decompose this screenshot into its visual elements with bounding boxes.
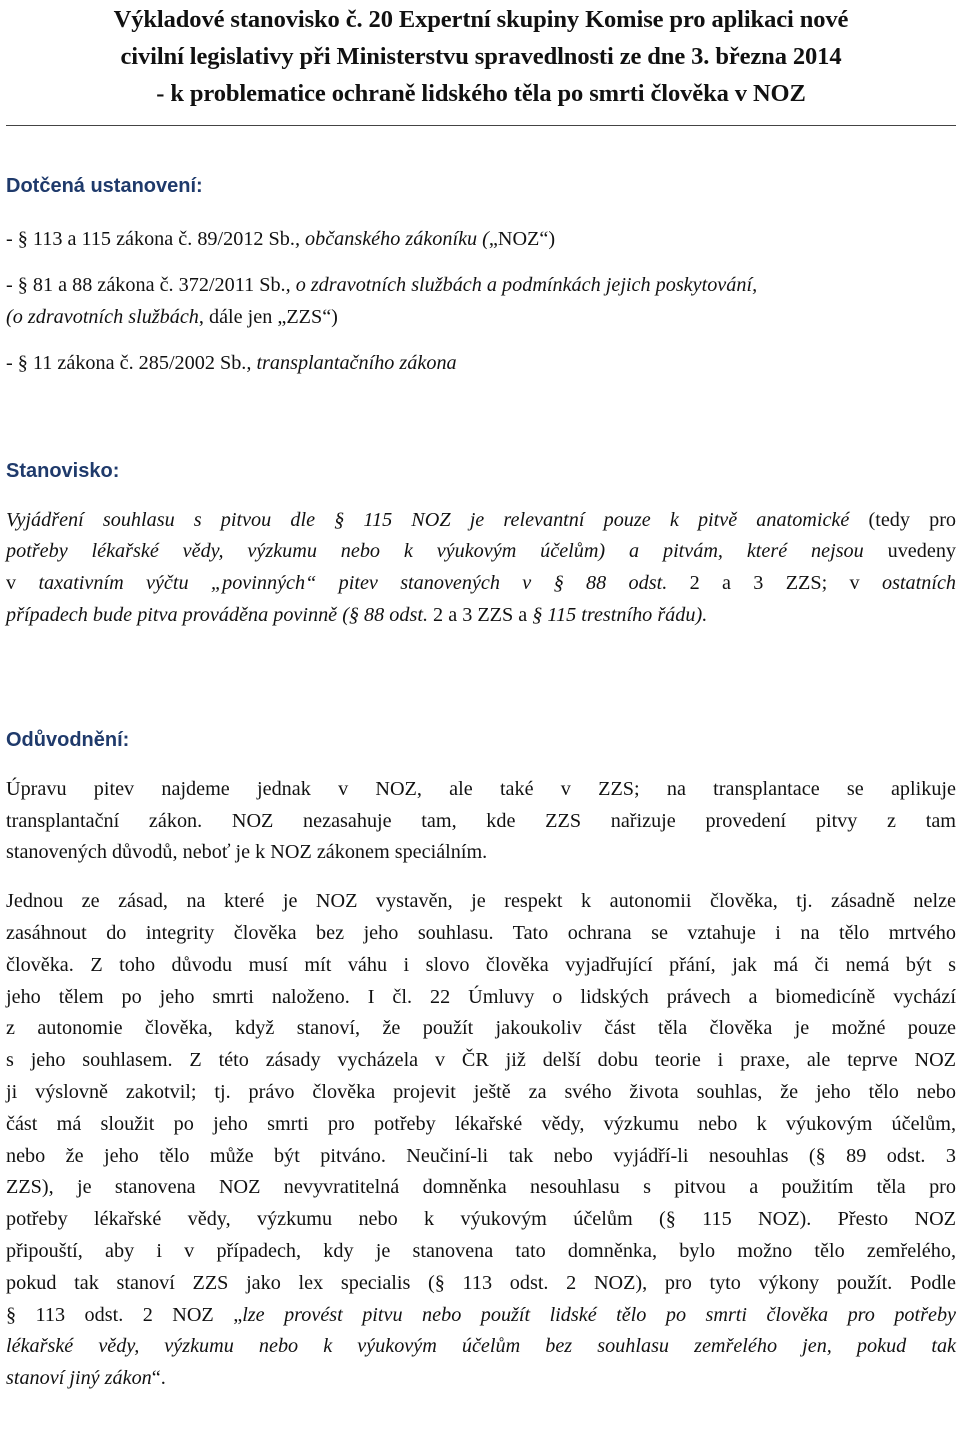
text-line <box>6 568 956 600</box>
text-line <box>6 1204 956 1236</box>
text-line <box>6 1013 956 1045</box>
italic-text: ostatních <box>881 572 957 595</box>
italic-text: případech bude pitva prováděna povinně (§ 88 odst. <box>6 603 428 626</box>
text-line <box>6 886 956 918</box>
plain-text: jeho tělem po jeho smrti naloženo. I čl. 22 Úmluvy o lidských právech a biomedicíně vychází <box>6 985 956 1008</box>
title-line: Výkladové stanovisko č. 20 Expertní skupiny Komise pro aplikaci nové <box>113 6 849 33</box>
italic-text: potřeby lékařské vědy, výzkumu nebo k výukovým účelům) a pitvám, které nejsou <box>6 540 864 563</box>
plain-text: člověka. Z toho důvodu musí mít váhu i slovo člověka vyjadřující přání, jak má či nemá být s <box>6 953 956 976</box>
text-line <box>6 1045 956 1077</box>
provision-item <box>6 270 956 334</box>
text-line <box>6 536 956 568</box>
reasoning-paragraph <box>6 886 956 1395</box>
plain-text: zasáhnout do integrity člověka bez jeho souhlasu. Tato ochrana se vztahuje i na tělo mrtvého <box>6 921 956 944</box>
provision-description-cont: (o zdravotních službách <box>6 305 199 328</box>
reasoning-heading: Odůvodnění: <box>6 728 130 751</box>
opinion-paragraph <box>6 505 956 632</box>
provision-item <box>6 348 956 380</box>
italic-text: stanoví jiný zákon <box>6 1367 152 1390</box>
text-line <box>6 1172 956 1204</box>
text-line <box>6 1300 956 1332</box>
plain-text: z autonomie člověka, když stanoví, že použít jakoukoliv část těla člověka je možné pouze <box>6 1017 956 1040</box>
plain-text: “. <box>151 1367 166 1390</box>
affected-provisions-heading: Dotčená ustanovení: <box>6 175 203 198</box>
provision-abbreviation: , dále jen „ZZS“) <box>198 305 338 328</box>
reasoning-section <box>6 726 956 1395</box>
plain-text: část má sloužit po jeho smrti pro potřeby lékařské vědy, výzkumu nebo k výukovým účelům, <box>6 1112 956 1135</box>
plain-text: 2 a 3 ZZS a <box>428 603 533 626</box>
text-line <box>6 1236 956 1268</box>
plain-text: 2 a 3 ZZS; v <box>667 572 882 595</box>
plain-text: připouští, aby i v případech, kdy je stanovena tato domněnka, bylo možno tělo zemřelého, <box>6 1239 956 1262</box>
title-line: civilní legislativy při Ministerstvu spravedlnosti ze dne 3. března 2014 <box>120 42 842 70</box>
plain-text: § 113 odst. 2 NOZ „ <box>6 1303 243 1326</box>
opinion-heading: Stanovisko: <box>6 459 120 482</box>
text-line <box>6 982 956 1014</box>
plain-text: s jeho souhlasem. Z této zásady vycházela v ČR již delší dobu teorie i praxe, ale teprve NOZ <box>6 1049 956 1072</box>
text-line: stanovených důvodů, neboť je k NOZ zákonem speciálním. <box>6 841 488 864</box>
text-line <box>6 1141 956 1173</box>
plain-text: (tedy pro <box>849 508 957 531</box>
provision-description: , transplantačního zákona <box>246 351 457 374</box>
plain-text: potřeby lékařské vědy, výzkumu nebo k výukovým účelům (§ 115 NOZ). Přesto NOZ <box>6 1208 956 1231</box>
text-line: Úpravu pitev najdeme jednak v NOZ, ale také v ZZS; na transplantace se aplikuje <box>6 777 956 800</box>
title-divider <box>6 125 956 126</box>
italic-text: lékařské vědy, výzkumu nebo k výukovým účelům bez souhlasu zemřelého jen, pokud tak <box>6 1335 956 1358</box>
text-line <box>6 505 956 537</box>
italic-text: taxativním výčtu „povinných“ pitev stanovených v § 88 odst. <box>38 572 668 595</box>
document-title <box>6 0 956 112</box>
text-line <box>6 1109 956 1141</box>
plain-text: ji výslovně zakotvil; tj. právo člověka projevit ještě za svého života souhlas, že jeho tělo nebo <box>6 1080 956 1103</box>
text-line <box>6 1268 956 1300</box>
italic-text: § 115 trestního řádu). <box>532 603 708 626</box>
plain-text: ZZS), je stanovena NOZ nevyvratitelná domněnka nesouhlasu s pitvou a použitím těla pro <box>6 1176 956 1199</box>
text-line: transplantační zákon. NOZ nezasahuje tam, kde ZZS nařizuje provedení pitvy z tam <box>6 809 956 832</box>
provision-citation: - § 81 a 88 zákona č. 372/2011 Sb. <box>6 274 286 297</box>
provision-abbreviation: „NOZ“) <box>488 228 556 251</box>
italic-text: Vyjádření souhlasu s pitvou dle § 115 NOZ je relevantní pouze k pitvě anatomické <box>6 508 850 531</box>
text-line <box>6 918 956 950</box>
provision-description: , o zdravotních službách a podmínkách jejich poskytování, <box>285 274 758 297</box>
provision-line <box>6 270 956 302</box>
text-line <box>6 1363 956 1395</box>
plain-text: nebo že jeho tělo může být pitváno. Neučiní-li tak nebo vyjádří-li nesouhlas (§ 89 odst. 3 <box>6 1144 956 1167</box>
plain-text: Jednou ze zásad, na které je NOZ vystavěn, je respekt k autonomii člověka, tj. zásadně nelze <box>6 890 956 913</box>
text-line <box>6 600 956 632</box>
plain-text: v <box>6 572 39 595</box>
provision-citation: - § 113 a 115 zákona č. 89/2012 Sb. <box>6 228 295 251</box>
opinion-section <box>6 457 956 632</box>
provision-citation: - § 11 zákona č. 285/2002 Sb. <box>6 351 247 374</box>
plain-text: pokud tak stanoví ZZS jako lex specialis (§ 113 odst. 2 NOZ), pro tyto výkony použít. Podle <box>6 1271 956 1294</box>
provision-item <box>6 224 956 256</box>
text-line <box>6 1331 956 1363</box>
text-line <box>6 950 956 982</box>
reasoning-paragraph <box>6 774 956 869</box>
italic-text: lze provést pitvu nebo použít lidské tělo po smrti člověka pro potřeby <box>242 1303 956 1326</box>
title-line: - k problematice ochraně lidského těla po smrti člověka v NOZ <box>156 79 806 107</box>
affected-provisions-section <box>6 172 956 379</box>
text-line <box>6 1077 956 1109</box>
plain-text: uvedeny <box>863 540 957 563</box>
provision-description: , občanského zákoníku ( <box>294 228 489 251</box>
provision-line <box>6 302 956 334</box>
